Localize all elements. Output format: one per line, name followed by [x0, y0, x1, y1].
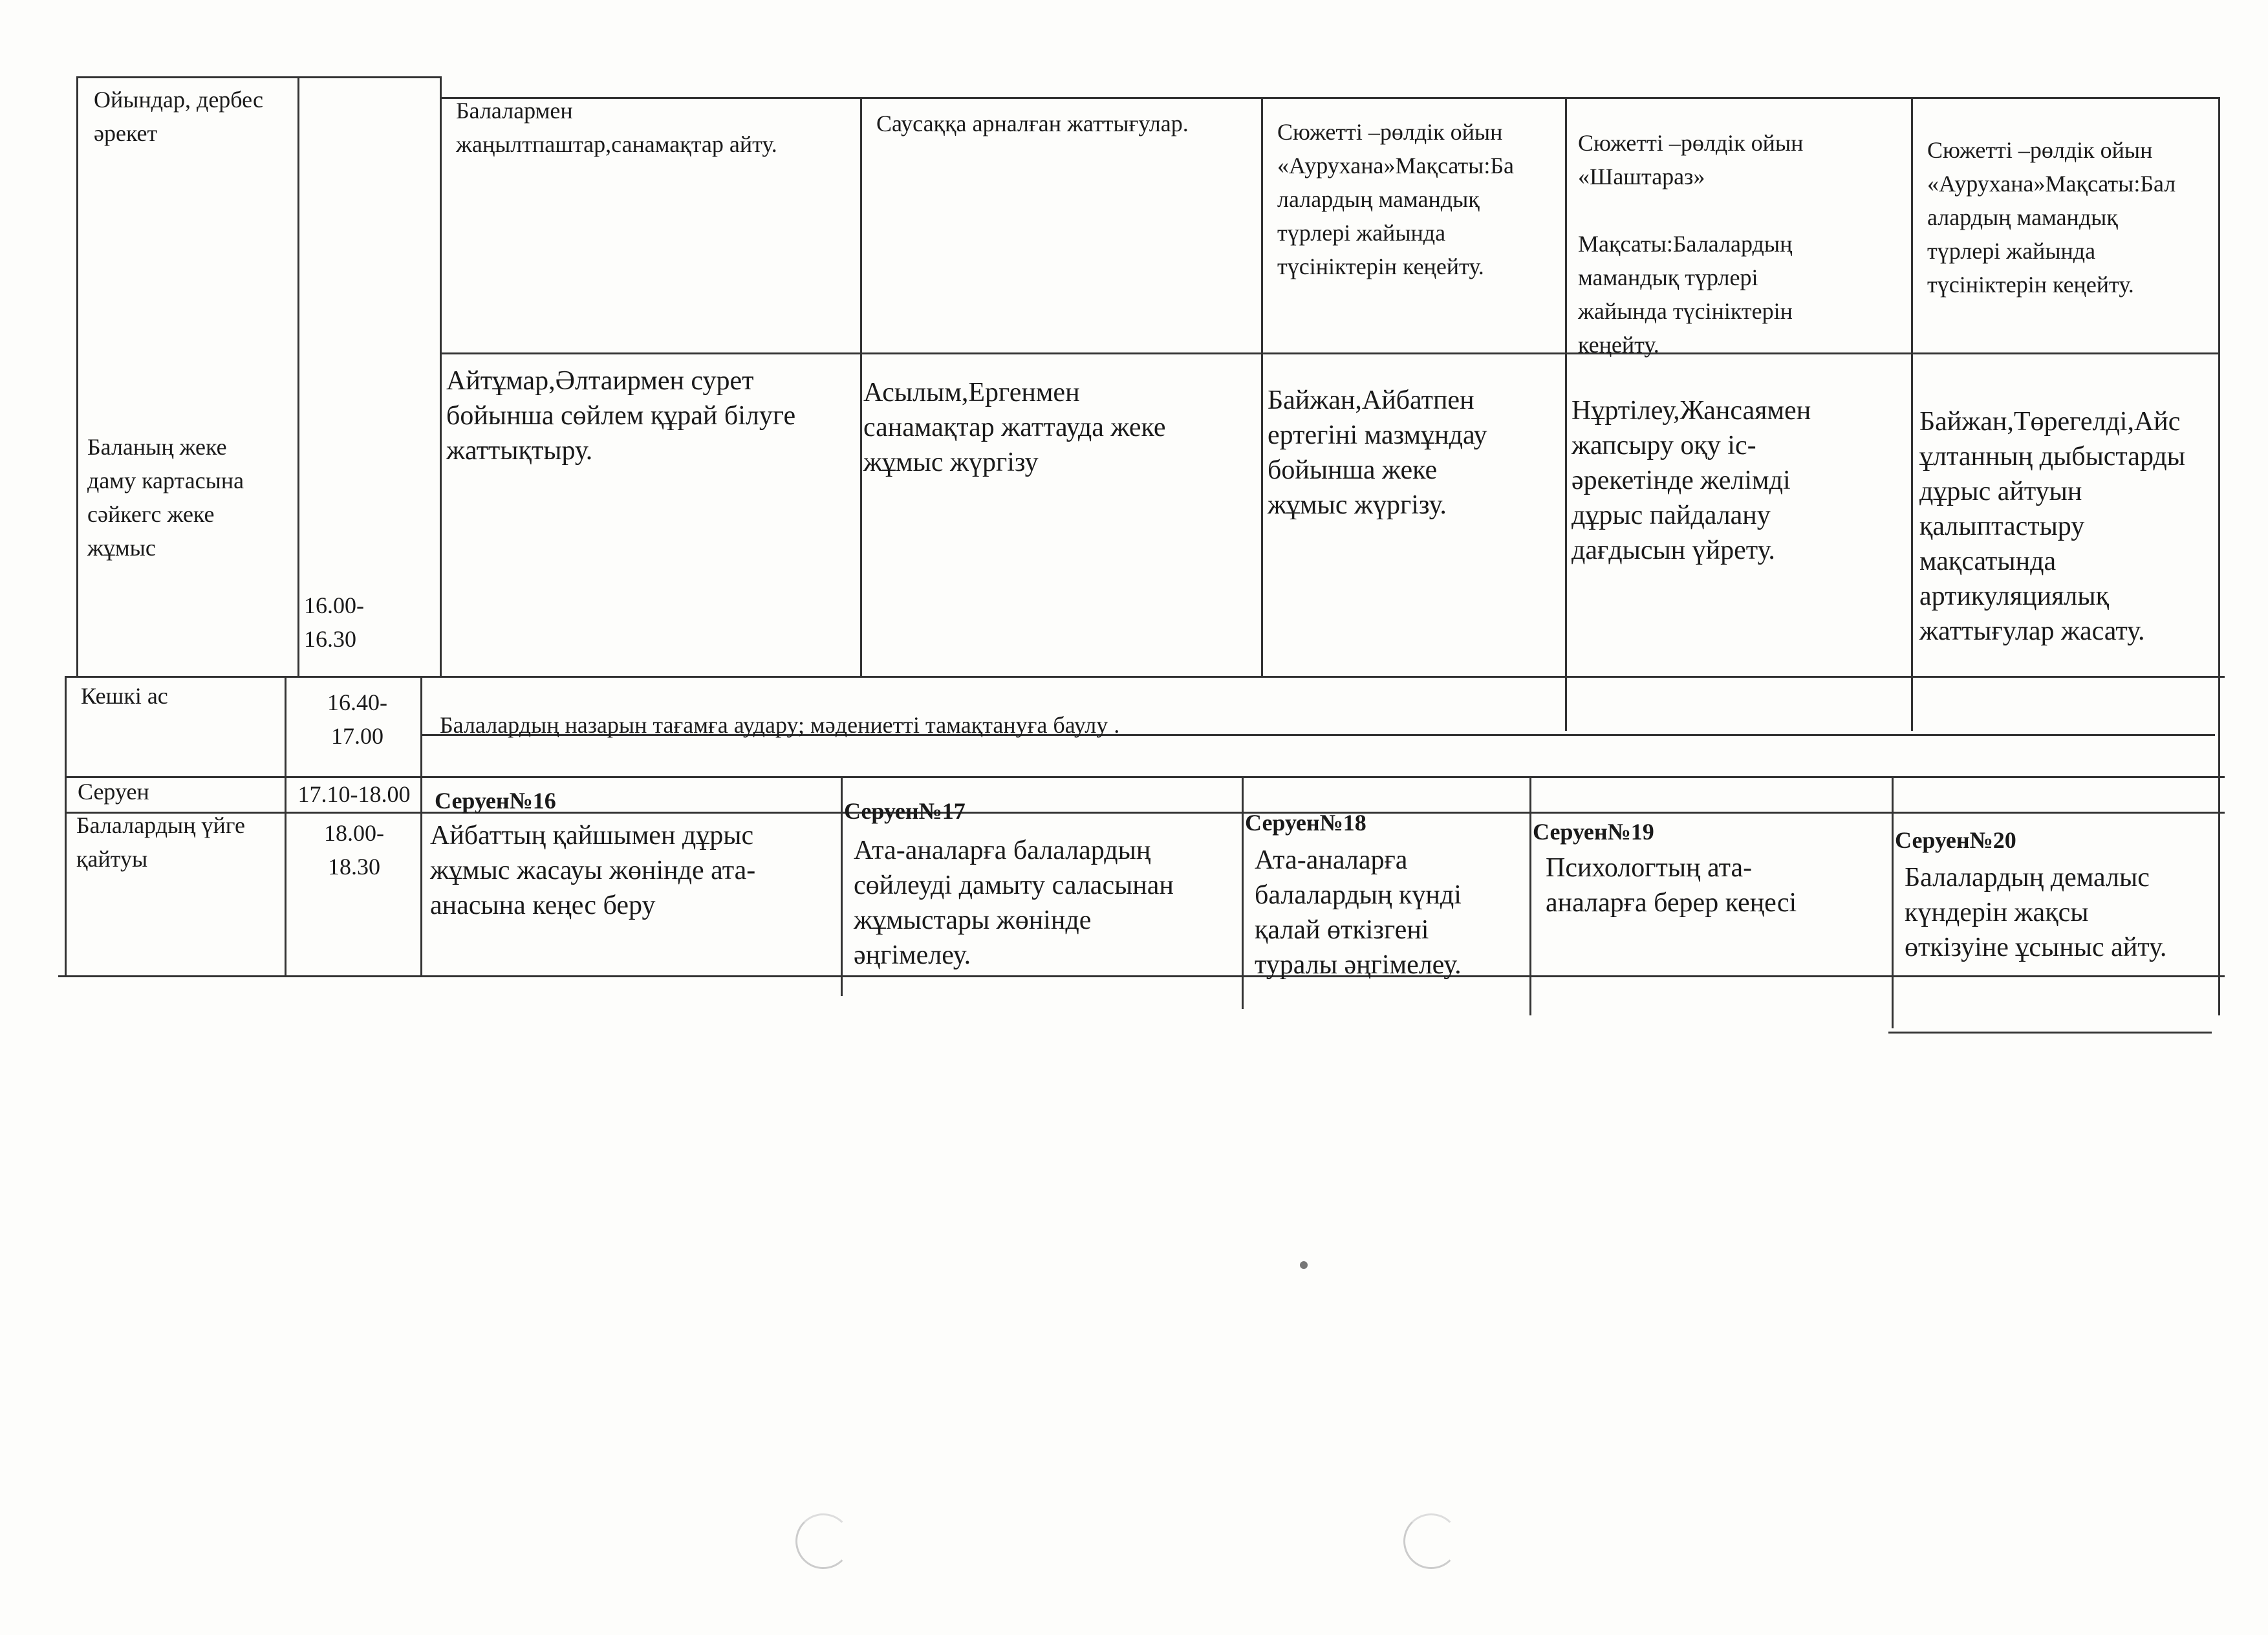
individual-cell-3: Байжан,Айбатпен ертегіні мазмұндау бойынша жеке жұмыс жүргізу.: [1268, 385, 1487, 520]
table-rule: [65, 676, 2225, 678]
games-cell-5: Сюжетті –рөлдік ойын «Аурухана»Мақсаты:Бал алардың мамандық түрлері жайында түсініктерін кеңейту.: [1927, 137, 2176, 298]
table-rule: [1892, 776, 1894, 1028]
individual-cell-4: Нұртілеу,Жансаямен жапсыру оқу іс- әрекетінде желімді дұрыс пайдалану дағдысын үйрету.: [1571, 396, 1811, 565]
table-rule: [58, 975, 2225, 977]
walk-cell-1: Серуен№16: [435, 788, 556, 814]
games-cell-2: Саусаққа арналған жаттығулар.: [876, 111, 1189, 136]
row-label-individual: Баланың жеке даму картасына сәйкегс жеке жұмыс: [87, 434, 244, 561]
games-cell-1: Балалармен жаңылтпаштар,санамақтар айту.: [456, 98, 777, 157]
table-rule: [1261, 97, 1263, 676]
walk-cell-5: Серуен№20: [1895, 827, 2016, 853]
table-border-right: [2218, 97, 2220, 1015]
table-rule: [841, 776, 843, 996]
individual-cell-1: Айтұмар,Әлтаирмен сурет бойынша сөйлем құрай білуге жаттықтыру.: [446, 366, 796, 466]
table-rule: [297, 76, 299, 678]
games-cell-3: Сюжетті –рөлдік ойын «Аурухана»Мақсаты:Ба лалардың мамандық түрлері жайында түсініктерін кеңейту.: [1277, 119, 1514, 279]
row-label-games: Ойындар, дербес әрекет: [94, 87, 264, 146]
individual-cell-5: Байжан,Төрегелді,Айс ұлтанның дыбыстарды дұрыс айтуын қалыптастыру мақсатында артикуляциялық жаттығулар жасату.: [1919, 407, 2185, 646]
time-individual: 16.00- 16.30: [304, 592, 364, 652]
table-rule: [1565, 97, 1567, 731]
table-rule: [440, 76, 442, 678]
dinner-text: Балалардың назарын тағамға аудару; мәдениетті тамақтануға баулу .: [440, 712, 1120, 738]
table-rule: [1242, 776, 1244, 1009]
walk-cell-2: Серуен№17: [844, 798, 966, 824]
walk-cell-3: Серуен№18: [1245, 810, 1366, 836]
time-dinner: 16.40- 17.00: [327, 689, 387, 749]
table-border-left: [65, 676, 67, 977]
ink-speck: [1300, 1261, 1308, 1269]
table-rule: [860, 97, 862, 676]
home-cell-3: Ата-аналарға балалардың күнді қалай өткізгені туралы әңгімелеу.: [1255, 845, 1462, 980]
table-rule: [440, 352, 2218, 354]
punch-hole-mark: [1403, 1513, 1459, 1569]
games-cell-4: Сюжетті –рөлдік ойын «Шаштараз» Мақсаты:Балалардың мамандық түрлері жайында түсініктерін кеңейту.: [1578, 130, 1804, 358]
table-rule: [420, 676, 422, 977]
home-cell-4: Психологтың ата- аналарға берер кеңесі: [1546, 853, 1797, 918]
table-rule: [285, 676, 286, 977]
individual-cell-2: Асылым,Ергенмен санамақтар жаттауда жеке жұмыс жүргізу: [863, 378, 1166, 477]
table-border-bottom: [1888, 1032, 2212, 1034]
row-label-walk: Серуен: [78, 779, 149, 805]
table-border-left: [76, 76, 78, 678]
time-home: 18.00- 18.30: [324, 820, 384, 880]
table-border-top: [76, 76, 440, 78]
home-cell-1: Айбаттың қайшымен дұрыс жұмыс жасауы жөнінде ата- анасына кеңес беру: [430, 821, 756, 920]
home-cell-5: Балалардың демалыс күндерін жақсы өткізуіне ұсыныс айту.: [1905, 863, 2167, 962]
table-rule: [1911, 97, 1913, 731]
row-label-dinner: Кешкі ас: [81, 683, 168, 709]
row-label-home: Балалардың үйге қайтуы: [76, 812, 245, 872]
table-rule: [1529, 776, 1531, 1015]
punch-hole-mark: [795, 1513, 851, 1569]
home-cell-2: Ата-аналарға балалардың сөйлеуді дамыту саласынан жұмыстары жөнінде әңгімелеу.: [854, 836, 1174, 970]
walk-cell-4: Серуен№19: [1533, 819, 1654, 845]
time-walk: 17.10-18.00: [297, 781, 411, 807]
